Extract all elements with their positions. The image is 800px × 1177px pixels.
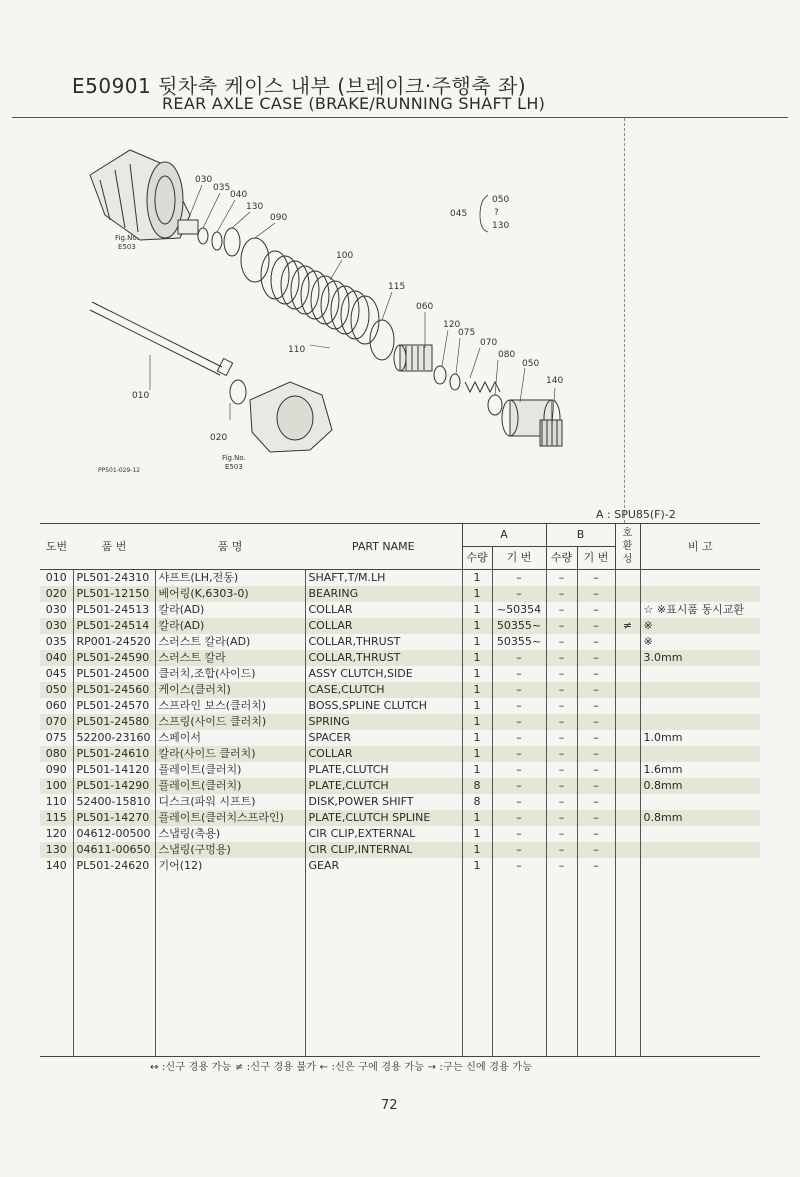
header-name-en: PART NAME — [305, 524, 462, 570]
cell-serial-b: – — [577, 762, 615, 778]
cell-part-no: PL501-24310 — [73, 570, 155, 587]
case-housing-bottom — [250, 382, 332, 452]
cell-no: 035 — [45, 635, 67, 648]
cell-serial-b: – — [577, 730, 615, 746]
cell-qty-a: 1 — [462, 858, 492, 874]
cell-name-en: CASE,CLUTCH — [305, 682, 462, 698]
cell-remarks — [640, 714, 760, 730]
table-row — [40, 570, 760, 587]
table-row — [40, 858, 760, 874]
cell-name-ko: 칼라(AD) — [155, 602, 305, 618]
callout-050: 050 — [522, 359, 540, 369]
cell-remarks — [640, 826, 760, 842]
cell-part-no: PL501-24500 — [73, 666, 155, 682]
table-row — [40, 682, 760, 698]
cell-qty-a: 1 — [462, 634, 492, 650]
collar-035 — [198, 228, 208, 244]
table-row — [40, 634, 760, 650]
table-row — [40, 618, 760, 634]
cell-qty-a: 1 — [462, 618, 492, 634]
callout-120: 120 — [443, 320, 461, 330]
cell-qty-b: – — [546, 858, 577, 874]
cell-remarks — [640, 666, 760, 682]
callout-110: 110 — [288, 345, 306, 355]
cell-serial-a: 50355~ — [492, 634, 546, 650]
cell-name-ko: 스러스트 칼라 — [155, 650, 305, 666]
header-rule — [12, 117, 788, 118]
callout-080: 080 — [498, 350, 516, 360]
cell-name-en: CIR CLIP,INTERNAL — [305, 842, 462, 858]
cell-no: 120 — [45, 827, 67, 840]
cell-name-en: COLLAR — [305, 602, 462, 618]
spacer-075 — [450, 374, 460, 390]
cell-serial-a: – — [492, 666, 546, 682]
blank-cell — [155, 874, 305, 1057]
cell-name-ko: 칼라(AD) — [155, 618, 305, 634]
fig-ref-top-1: Fig.No. — [115, 234, 139, 242]
bracket-part-1: 050 — [492, 195, 510, 205]
cell-serial-a: – — [492, 650, 546, 666]
cell-compat — [615, 778, 640, 794]
cell-name-en: GEAR — [305, 858, 462, 874]
cell-part-no: PL501-24513 — [73, 602, 155, 618]
cell-name-ko: 샤프트(LH,전동) — [155, 570, 305, 587]
cell-qty-b: – — [546, 650, 577, 666]
cell-qty-a: 1 — [462, 810, 492, 826]
collar-080 — [488, 395, 502, 415]
drawing-code: PP501-029-12 — [98, 467, 141, 474]
table-row — [40, 762, 760, 778]
cell-compat — [615, 698, 640, 714]
cell-no: 020 — [40, 586, 73, 602]
cell-serial-a: – — [492, 714, 546, 730]
cell-serial-a: – — [492, 698, 546, 714]
cell-no: 100 — [40, 778, 73, 794]
cell-qty-a: 1 — [462, 714, 492, 730]
cell-name-ko: 스페이서 — [155, 730, 305, 746]
cell-part-no: PL501-24570 — [73, 698, 155, 714]
table-row — [40, 794, 760, 810]
cell-name-en: COLLAR — [305, 746, 462, 762]
cell-no: 010 — [45, 571, 67, 584]
header-qty-a: 수량 — [462, 547, 492, 570]
cell-name-ko: 스냅링(축용) — [155, 826, 305, 842]
cell-name-en: SHAFT,T/M.LH — [305, 570, 462, 587]
cell-compat — [615, 634, 640, 650]
plate-090 — [241, 238, 269, 282]
cell-compat — [615, 602, 640, 618]
cell-part-no: PL501-24590 — [73, 650, 155, 666]
cell-qty-a: 1 — [462, 762, 492, 778]
blank-cell — [546, 874, 577, 1057]
header-no: 도번 — [40, 524, 73, 570]
cell-name-ko: 클러치,조합(사이드) — [155, 666, 305, 682]
table-row — [40, 586, 760, 602]
cell-part-no: PL501-24610 — [73, 746, 155, 762]
table-row — [40, 714, 760, 730]
cell-serial-b: – — [577, 858, 615, 874]
table-row — [40, 698, 760, 714]
cell-name-ko: 스러스트 칼라(AD) — [155, 634, 305, 650]
cell-name-ko: 플레이트(클러치) — [155, 778, 305, 794]
cell-name-ko: 스프링(사이드 클러치) — [155, 714, 305, 730]
callout-130: 130 — [246, 202, 264, 212]
cell-compat — [615, 666, 640, 682]
callout-035: 035 — [213, 183, 231, 193]
cell-name-en: PLATE,CLUTCH SPLINE — [305, 810, 462, 826]
cell-name-en: PLATE,CLUTCH — [305, 762, 462, 778]
cell-qty-b: – — [546, 810, 577, 826]
spring-070 — [465, 382, 500, 392]
cell-qty-b: – — [546, 794, 577, 810]
cell-part-no: 04612-00500 — [73, 826, 155, 842]
shaft-010 — [90, 302, 233, 376]
cell-part-no: RP001-24520 — [73, 634, 155, 650]
cell-serial-b: – — [577, 698, 615, 714]
cell-compat — [615, 858, 640, 874]
cell-qty-a: 1 — [462, 826, 492, 842]
header-serial-b: 기 번 — [577, 547, 615, 570]
cell-qty-a: 1 — [462, 698, 492, 714]
fig-ref-top-2: E503 — [118, 243, 136, 251]
page-number: 72 — [381, 1098, 398, 1113]
fig-ref-bottom-2: E503 — [225, 463, 243, 471]
cell-qty-a: 8 — [462, 778, 492, 794]
cell-name-ko: 플레이트(클러치) — [155, 762, 305, 778]
callout-030: 030 — [195, 175, 213, 185]
cell-remarks: 0.8mm — [640, 778, 760, 794]
blank-cell — [615, 874, 640, 1057]
header-name-ko: 품 명 — [155, 524, 305, 570]
cell-remarks — [640, 858, 760, 874]
cell-no: 050 — [40, 682, 73, 698]
cell-compat — [615, 794, 640, 810]
cell-qty-a: 8 — [462, 794, 492, 810]
cell-remarks: ※ — [640, 634, 760, 650]
cell-no: 080 — [40, 746, 73, 762]
cell-serial-b: – — [577, 826, 615, 842]
cell-qty-a: 1 — [462, 730, 492, 746]
table-row — [40, 842, 760, 858]
cell-qty-a: 1 — [462, 842, 492, 858]
cell-name-ko: 케이스(클러치) — [155, 682, 305, 698]
cell-name-ko: 스프라인 보스(클러치) — [155, 698, 305, 714]
cell-remarks: 1.0mm — [640, 730, 760, 746]
cell-qty-b: – — [546, 778, 577, 794]
cell-qty-a: 1 — [462, 602, 492, 618]
cell-qty-b: – — [546, 762, 577, 778]
cell-qty-b: – — [546, 634, 577, 650]
cell-serial-b: – — [577, 650, 615, 666]
legend: ↔ :신구 경용 가능 ≠ :신구 경용 불가 ← :신은 구에 경용 가능 → :구는 신에 경용 가능 — [150, 1062, 533, 1073]
cell-qty-b: – — [546, 826, 577, 842]
blank-cell — [492, 874, 546, 1057]
cell-name-ko: 기어(12) — [155, 858, 305, 874]
cell-serial-b: – — [577, 666, 615, 682]
cell-qty-b: – — [546, 586, 577, 602]
cell-no: 040 — [40, 650, 73, 666]
cell-name-en: CIR CLIP,EXTERNAL — [305, 826, 462, 842]
cell-serial-a: – — [492, 778, 546, 794]
header-part-no: 품 번 — [73, 524, 155, 570]
cell-serial-b: – — [577, 714, 615, 730]
cell-compat — [615, 746, 640, 762]
exploded-parts-diagram — [70, 120, 630, 520]
cell-remarks — [640, 682, 760, 698]
parts-table — [40, 523, 760, 1057]
cell-serial-a: – — [492, 586, 546, 602]
cell-remarks: ☆ ※표시품 동시교환 — [640, 602, 760, 618]
cell-no: 090 — [45, 763, 67, 776]
cell-qty-b: – — [546, 746, 577, 762]
cell-compat — [615, 682, 640, 698]
header-serial-a: 기 번 — [492, 547, 546, 570]
cell-part-no: PL501-12150 — [73, 586, 155, 602]
spline-boss-060 — [394, 345, 432, 371]
cell-no: 060 — [45, 699, 67, 712]
cell-name-en: ASSY CLUTCH,SIDE — [305, 666, 462, 682]
cell-no: 140 — [45, 859, 67, 872]
cell-remarks — [640, 586, 760, 602]
table-row — [40, 826, 760, 842]
cell-no: 075 — [45, 731, 67, 744]
cell-name-en: SPRING — [305, 714, 462, 730]
cell-serial-a: – — [492, 810, 546, 826]
cell-part-no: PL501-24560 — [73, 682, 155, 698]
cell-no: 045 — [45, 667, 67, 680]
blank-cell — [73, 874, 155, 1057]
cell-compat — [615, 762, 640, 778]
cell-part-no: PL501-14270 — [73, 810, 155, 826]
plate-115 — [370, 320, 394, 360]
cell-qty-b: – — [546, 842, 577, 858]
cell-name-en: PLATE,CLUTCH — [305, 778, 462, 794]
cell-serial-b: – — [577, 618, 615, 634]
title-english: REAR AXLE CASE (BRAKE/RUNNING SHAFT LH) — [162, 94, 546, 113]
title-korean: E50901 뒷차축 케이스 내부 (브레이크·주행축 좌) — [72, 74, 527, 98]
cell-serial-b: – — [577, 746, 615, 762]
callout-115: 115 — [388, 282, 406, 292]
cell-qty-b: – — [546, 618, 577, 634]
header-group-b: B — [546, 524, 615, 547]
cell-qty-a: 1 — [462, 746, 492, 762]
header-qty-b: 수량 — [546, 547, 577, 570]
cell-qty-b: – — [546, 730, 577, 746]
cell-qty-b: – — [546, 602, 577, 618]
cell-serial-b: – — [577, 842, 615, 858]
callout-060: 060 — [416, 302, 434, 312]
cell-name-ko: 베어링(K,6303-0) — [155, 586, 305, 602]
cell-name-en: SPACER — [305, 730, 462, 746]
callout-020: 020 — [210, 433, 228, 443]
cell-no: 130 — [40, 842, 73, 858]
blank-cell — [40, 874, 73, 1057]
fig-ref-bottom-1: Fig.No. — [222, 454, 246, 462]
cell-serial-a: – — [492, 842, 546, 858]
cell-part-no: PL501-24580 — [73, 714, 155, 730]
callout-100: 100 — [336, 251, 354, 261]
cell-qty-a: 1 — [462, 570, 492, 587]
cell-serial-b: – — [577, 634, 615, 650]
case-housing-top — [90, 150, 190, 240]
callout-140: 140 — [546, 376, 564, 386]
cell-compat — [615, 842, 640, 858]
model-label: A : SPU85(F)-2 — [596, 508, 676, 521]
table-row — [40, 778, 760, 794]
cell-remarks — [640, 794, 760, 810]
cell-compat — [615, 570, 640, 587]
cell-serial-b: – — [577, 570, 615, 587]
table-row — [40, 650, 760, 666]
blank-cell — [577, 874, 615, 1057]
cell-part-no: PL501-24514 — [73, 618, 155, 634]
cell-remarks: 1.6mm — [640, 762, 760, 778]
cell-serial-a: – — [492, 858, 546, 874]
table-row — [40, 730, 760, 746]
cell-name-en: BEARING — [305, 586, 462, 602]
cell-serial-a: – — [492, 682, 546, 698]
cell-remarks — [640, 842, 760, 858]
cell-serial-b: – — [577, 586, 615, 602]
header-interchange: 호환성 — [615, 524, 640, 570]
callout-040: 040 — [230, 190, 248, 200]
cell-qty-a: 1 — [462, 666, 492, 682]
cell-part-no: 04611-00650 — [73, 842, 155, 858]
cell-name-en: BOSS,SPLINE CLUTCH — [305, 698, 462, 714]
cell-name-ko: 플레이트(클러치스프라인) — [155, 810, 305, 826]
cell-qty-b: – — [546, 682, 577, 698]
cell-remarks: 0.8mm — [640, 810, 760, 826]
cell-name-en: COLLAR,THRUST — [305, 650, 462, 666]
cell-remarks — [640, 570, 760, 587]
cell-serial-a: – — [492, 730, 546, 746]
cell-serial-a: ~50354 — [492, 602, 546, 618]
bearing-020 — [230, 380, 246, 404]
cell-serial-a: 50355~ — [492, 618, 546, 634]
cell-no: 030 — [40, 618, 73, 634]
cell-compat — [615, 714, 640, 730]
table-row — [40, 810, 760, 826]
cell-compat — [615, 826, 640, 842]
cell-remarks — [640, 698, 760, 714]
collar-030 — [178, 220, 198, 234]
cell-no: 030 — [45, 603, 67, 616]
cell-qty-b: – — [546, 698, 577, 714]
cell-name-en: COLLAR,THRUST — [305, 634, 462, 650]
cell-part-no: PL501-14290 — [73, 778, 155, 794]
cell-serial-a: – — [492, 762, 546, 778]
cell-compat — [615, 586, 640, 602]
cell-serial-a: – — [492, 570, 546, 587]
clutch-plate-stack — [261, 251, 379, 344]
table-row — [40, 666, 760, 682]
cell-remarks: 3.0mm — [640, 650, 760, 666]
cell-name-en: COLLAR — [305, 618, 462, 634]
cell-no: 115 — [40, 810, 73, 826]
cell-qty-b: – — [546, 570, 577, 587]
cell-qty-b: – — [546, 714, 577, 730]
cell-name-ko: 스냅링(구멍용) — [155, 842, 305, 858]
table-row — [40, 602, 760, 618]
callout-010: 010 — [132, 391, 150, 401]
blank-cell — [305, 874, 462, 1057]
table-row — [40, 746, 760, 762]
cell-name-en: DISK,POWER SHIFT — [305, 794, 462, 810]
clip-120 — [434, 366, 446, 384]
cell-name-ko: 칼라(사이드 클러치) — [155, 746, 305, 762]
cell-compat: ≠ — [615, 618, 640, 634]
cell-compat — [615, 810, 640, 826]
cell-part-no: 52200-23160 — [73, 730, 155, 746]
cell-remarks: ※ — [640, 618, 760, 634]
collar-040 — [212, 232, 222, 250]
header-remarks: 비 고 — [640, 524, 760, 570]
cell-serial-b: – — [577, 602, 615, 618]
cell-serial-a: – — [492, 826, 546, 842]
cell-serial-a: – — [492, 794, 546, 810]
cell-serial-a: – — [492, 746, 546, 762]
cell-part-no: 52400-15810 — [73, 794, 155, 810]
cell-compat — [615, 650, 640, 666]
blank-cell — [462, 874, 492, 1057]
cell-compat — [615, 730, 640, 746]
bracket-part-2: 130 — [492, 221, 510, 231]
blank-cell — [640, 874, 760, 1057]
cell-remarks — [640, 746, 760, 762]
bracket-mid: ? — [494, 208, 499, 218]
clip-130 — [224, 228, 240, 256]
gear-140 — [540, 420, 562, 446]
cell-part-no: PL501-14120 — [73, 762, 155, 778]
header-group-a: A — [462, 524, 546, 547]
cell-no: 110 — [45, 795, 67, 808]
callout-070: 070 — [480, 338, 498, 348]
bracket-label: 045 — [450, 209, 468, 219]
cell-qty-b: – — [546, 666, 577, 682]
cell-name-ko: 디스크(파워 시프트) — [155, 794, 305, 810]
table-blank-area — [40, 874, 760, 1057]
cell-serial-b: – — [577, 810, 615, 826]
cell-serial-b: – — [577, 794, 615, 810]
cell-qty-a: 1 — [462, 586, 492, 602]
callout-075: 075 — [458, 328, 476, 338]
cell-serial-b: – — [577, 778, 615, 794]
cell-no: 070 — [40, 714, 73, 730]
cell-qty-a: 1 — [462, 650, 492, 666]
cell-serial-b: – — [577, 682, 615, 698]
cell-qty-a: 1 — [462, 682, 492, 698]
callout-090: 090 — [270, 213, 288, 223]
cell-part-no: PL501-24620 — [73, 858, 155, 874]
